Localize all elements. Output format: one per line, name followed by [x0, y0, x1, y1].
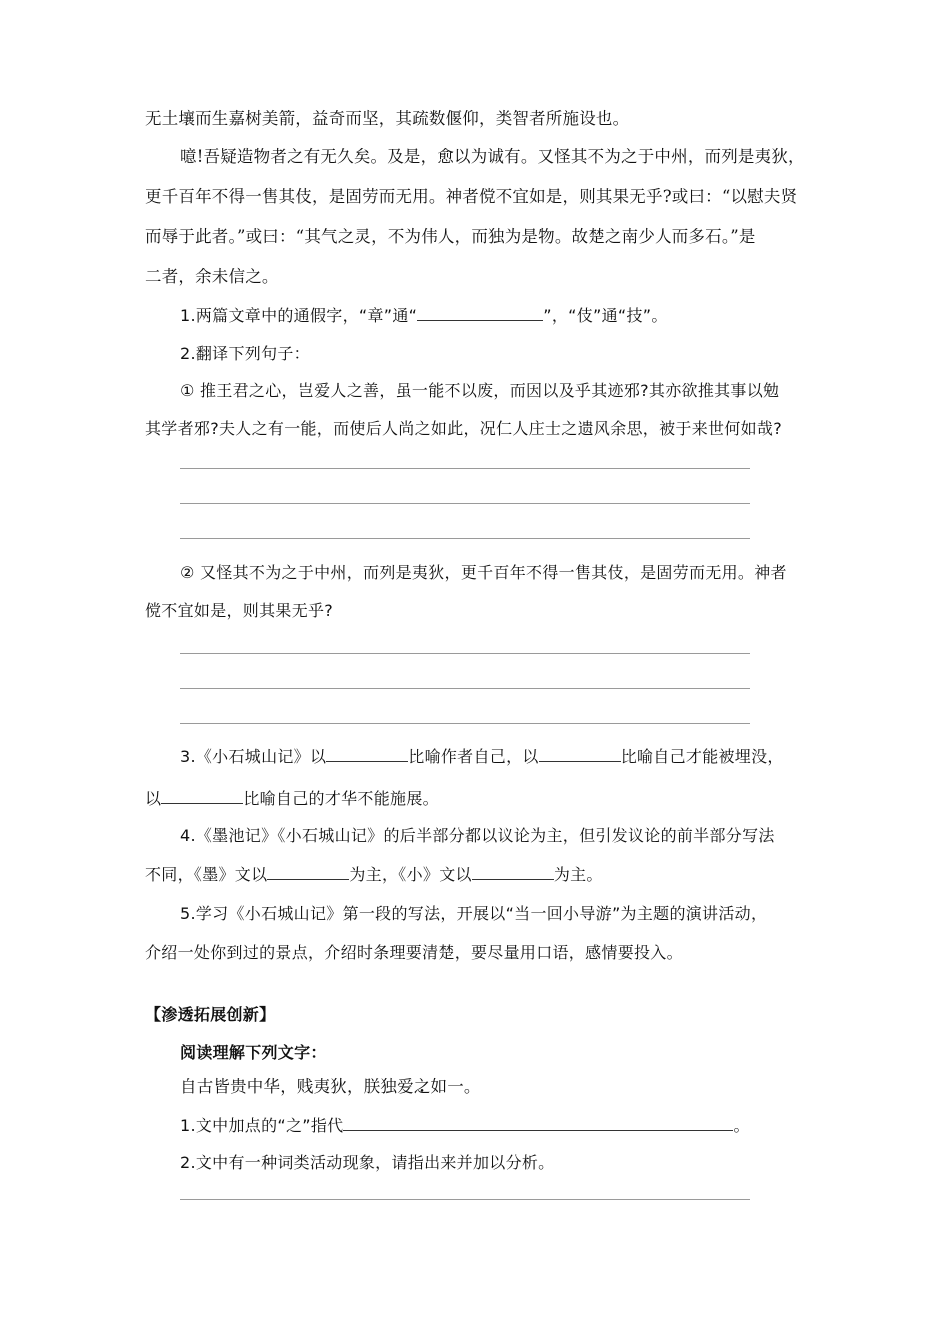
passage-line-5: 二者，余未信之。: [145, 267, 279, 286]
reading-quote-text-a: 自古皆贵中华，贱夷狄，朕独爱: [180, 1077, 414, 1096]
passage-line-2: 噫!吾疑造物者之有无久矣。及是，愈以为诚有。又怪其不为之于中州，而列是夷狄，: [180, 147, 805, 166]
question-4-text-c: 为主。: [553, 865, 603, 884]
question-4-line-1: 4.《墨池记》《小石城山记》的后半部分都以议论为主，但引发议论的前半部分写法: [180, 826, 775, 845]
question-3-line-1: [180, 744, 784, 767]
question-3-text-d: 以: [145, 789, 162, 808]
passage-line-1: 无土壤而生嘉树美箭，益奇而坚，其疏数偃仰，类智者所施设也。: [145, 109, 630, 128]
reading-quote: [180, 1073, 481, 1097]
extension-question-1: [180, 1113, 750, 1136]
answer-blank-q3-1[interactable]: [326, 747, 408, 762]
answer-line[interactable]: [180, 1199, 750, 1200]
question-1: [180, 303, 668, 326]
question-4-line-2: [145, 862, 603, 885]
question-3-text-a: 3.《小石城山记》以: [180, 747, 327, 766]
question-2-title: 2.翻译下列句子：: [180, 344, 310, 363]
section-title-extension: 【渗透拓展创新】: [145, 1005, 276, 1024]
extension-question-1-text-a: 1.文中加点的“之”指代: [180, 1116, 344, 1135]
question-2-sentence-2-line-2: 傥不宜如是，则其果无乎?: [145, 601, 334, 620]
question-5-line-1: 5.学习《小石城山记》第一段的写法，开展以“当一回小导游”为主题的演讲活动，: [180, 904, 768, 923]
question-3-text-c: 比喻自己才能被埋没，: [620, 747, 784, 766]
question-3-text-e: 比喻自己的才华不能施展。: [243, 789, 439, 808]
extension-question-1-text-b: 。: [733, 1116, 750, 1135]
question-4-text-b: 为主，《小》文以: [349, 865, 472, 884]
answer-line[interactable]: [180, 688, 750, 689]
emphasis-dot-char: 之: [413, 1077, 431, 1096]
answer-line[interactable]: [180, 503, 750, 504]
answer-blank-q4-1[interactable]: [267, 865, 349, 880]
question-3-line-2: [145, 786, 439, 809]
question-2-sentence-2-line-1: ② 又怪其不为之于中州，而列是夷狄，更千百年不得一售其伎，是固劳而无用。神者: [180, 563, 787, 582]
answer-blank-q3-2[interactable]: [539, 747, 621, 762]
question-1-text-b: ”，“伎”通“技”。: [543, 306, 668, 325]
answer-blank-q4-2[interactable]: [472, 865, 554, 880]
answer-line[interactable]: [180, 653, 750, 654]
question-4-text-a: 不同，《墨》文以: [145, 865, 268, 884]
passage-line-3: 更千百年不得一售其伎，是固劳而无用。神者傥不宜如是，则其果无乎?或曰：“以慰夫贤: [145, 187, 798, 206]
question-2-sentence-1-line-1: ① 推王君之心，岂爱人之善，虽一能不以废，而因以及乎其迹邪?其亦欲推其事以勉: [180, 381, 780, 400]
answer-line[interactable]: [180, 538, 750, 539]
reading-title: 阅读理解下列文字：: [180, 1043, 327, 1062]
answer-line[interactable]: [180, 723, 750, 724]
passage-line-4: 而辱于此者。”或曰：“其气之灵，不为伟人，而独为是物。故楚之南少人而多石。”是: [145, 227, 756, 246]
question-1-text-a: 1.两篇文章中的通假字，“章”通“: [180, 306, 418, 325]
answer-blank-e1[interactable]: [343, 1116, 733, 1131]
extension-question-2: 2.文中有一种词类活动现象，请指出来并加以分析。: [180, 1153, 555, 1172]
question-5-line-2: 介绍一处你到过的景点，介绍时条理要清楚，要尽量用口语，感情要投入。: [145, 943, 683, 962]
answer-line[interactable]: [180, 468, 750, 469]
question-3-text-b: 比喻作者自己，以: [408, 747, 539, 766]
reading-quote-text-b: 如一。: [430, 1077, 481, 1096]
answer-blank-q3-3[interactable]: [161, 789, 243, 804]
answer-blank-q1[interactable]: [417, 306, 543, 321]
question-2-sentence-1-line-2: 其学者邪?夫人之有一能，而使后人尚之如此，况仁人庄士之遗风余思，被于来世何如哉?: [145, 419, 782, 438]
